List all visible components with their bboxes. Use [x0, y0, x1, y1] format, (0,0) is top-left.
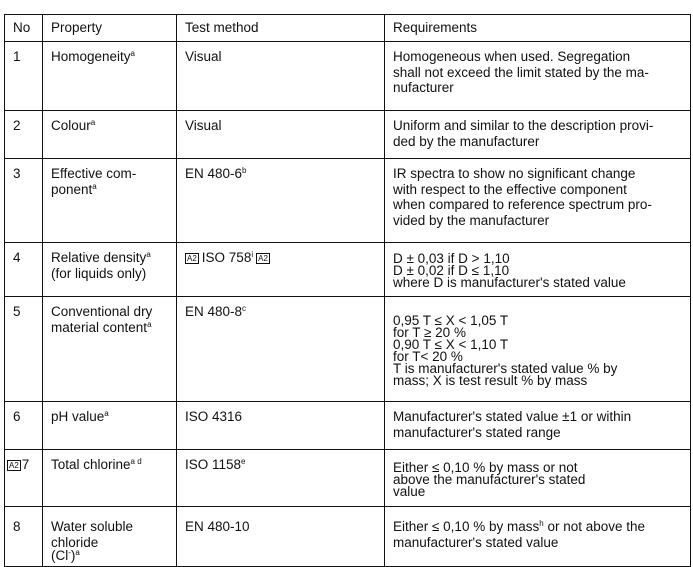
table-row [5, 402, 691, 450]
row-requirements: Uniform and similar to the description provi- ded by the manufacturer [385, 111, 691, 159]
row-no: 8 [5, 507, 43, 567]
row-no: 4 [5, 243, 43, 297]
header-no: No [5, 15, 43, 42]
header-test-method: Test method [177, 15, 385, 42]
header-row [5, 15, 691, 42]
row-no: 2 [5, 111, 43, 159]
table-row [5, 507, 691, 567]
row-requirements: Either ≤ 0,10 % by mass$^h$ or not above the manufacturer's stated value [385, 507, 691, 567]
table-row [5, 42, 691, 111]
properties-table [4, 14, 691, 567]
row-no: A2 7 [5, 450, 43, 507]
header-requirements: Requirements [385, 15, 691, 42]
table-row [5, 111, 691, 159]
row-property: Relative density$^a$ (for liquids only) [43, 243, 177, 297]
amendment-mark: A2 [187, 254, 197, 263]
row-test-method: EN 480-6$^b$ [177, 159, 385, 243]
row-property: Water soluble chloride $(Cl^-)^a$ [43, 507, 177, 567]
row-requirements: Either ≤ 0,10 % by mass or not above the manufacturer's stated value [385, 450, 691, 507]
row-property: Homogeneity$^a$ [43, 42, 177, 111]
row-requirements: IR spectra to show no significant change with respect to the effective component when compared to reference spectrum pro- vided by the manufacturer [385, 159, 691, 243]
amendment-mark-end: A2 [258, 254, 268, 263]
row-test-method: EN 480-10 [177, 507, 385, 567]
row-property: Effective com- ponent$^a$ [43, 159, 177, 243]
row-no: 3 [5, 159, 43, 243]
row-test-method: A2 ISO 758$^i$ A2 [177, 243, 385, 297]
row-requirements: Manufacturer's stated value ±1 or within manufacturer's stated range [385, 402, 691, 450]
row-requirements: D ± 0,03 if D > 1,10 D ± 0,02 if D ≤ 1,10 where D is manufacturer's stated value [385, 243, 691, 297]
amendment-mark: A2 [9, 461, 19, 470]
row-test-method: ISO 1158e [177, 450, 385, 507]
row-requirements: 0,95 T ≤ X < 1,05 T for T ≥ 20 % 0,90 T ≤ X < 1,10 T for T< 20 % T is manufacturer's stated value % by mass; X is test result % by mass [385, 297, 691, 402]
row-no: 1 [5, 42, 43, 111]
row-test-method: Visual [177, 42, 385, 111]
row-requirements: Homogeneous when used. Segregation shall not exceed the limit stated by the ma- nufacturer [385, 42, 691, 111]
row-no: 6 [5, 402, 43, 450]
row-no: 5 [5, 297, 43, 402]
row-test-method: EN 480-8$^c$ [177, 297, 385, 402]
table-row [5, 243, 691, 297]
table-row [5, 297, 691, 402]
table-row [5, 159, 691, 243]
row-property: pH value$^a$ [43, 402, 177, 450]
row-property: Conventional dry material content$^a$ [43, 297, 177, 402]
row-property: Colour$^a$ [43, 111, 177, 159]
header-property: Property [43, 15, 177, 42]
row-property: Total chlorine$^{a d}$ [43, 450, 177, 507]
row-test-method: ISO 4316 [177, 402, 385, 450]
table-row [5, 450, 691, 507]
row-test-method: Visual [177, 111, 385, 159]
